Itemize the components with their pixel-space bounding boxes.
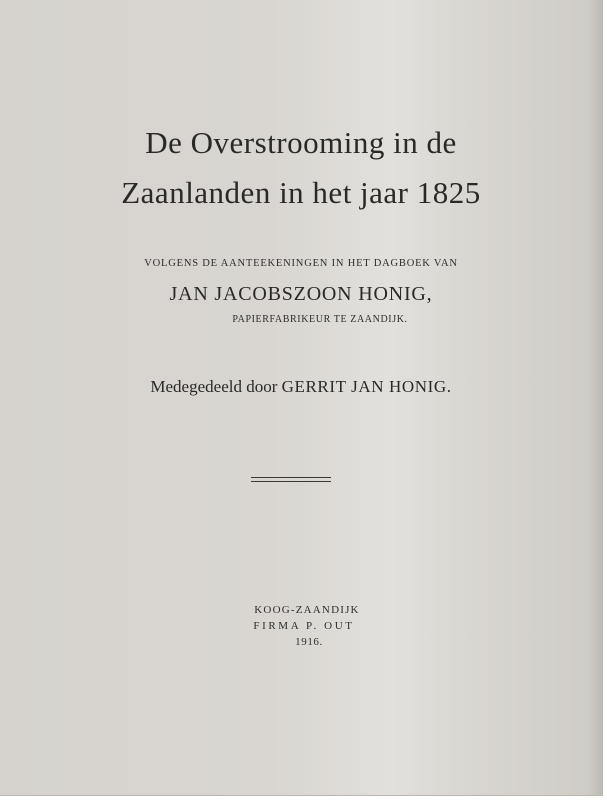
- author-role: PAPIERFABRIKEUR TE ZAANDIJK.: [232, 314, 408, 325]
- subtitle: VOLGENS DE AANTEEKENINGEN IN HET DAGBOEK VAN: [144, 258, 458, 269]
- communicated-by: [0, 377, 602, 397]
- communicator-name: GERRIT JAN HONIG.: [281, 377, 452, 396]
- book-title: [0, 118, 602, 218]
- title-line-1: De Overstrooming in de: [145, 125, 457, 160]
- double-rule-divider: [251, 477, 331, 482]
- imprint-year: 1916.: [295, 636, 323, 648]
- imprint-publisher: FIRMA P. OUT: [253, 620, 355, 632]
- imprint: [0, 602, 602, 650]
- author-name: JAN JACOBSZOON HONIG,: [169, 283, 433, 305]
- imprint-place: KOOG-ZAANDIJK: [254, 604, 360, 616]
- communicated-prefix: Medegedeeld door: [150, 377, 278, 396]
- title-line-2: Zaanlanden in het jaar 1825: [121, 175, 481, 210]
